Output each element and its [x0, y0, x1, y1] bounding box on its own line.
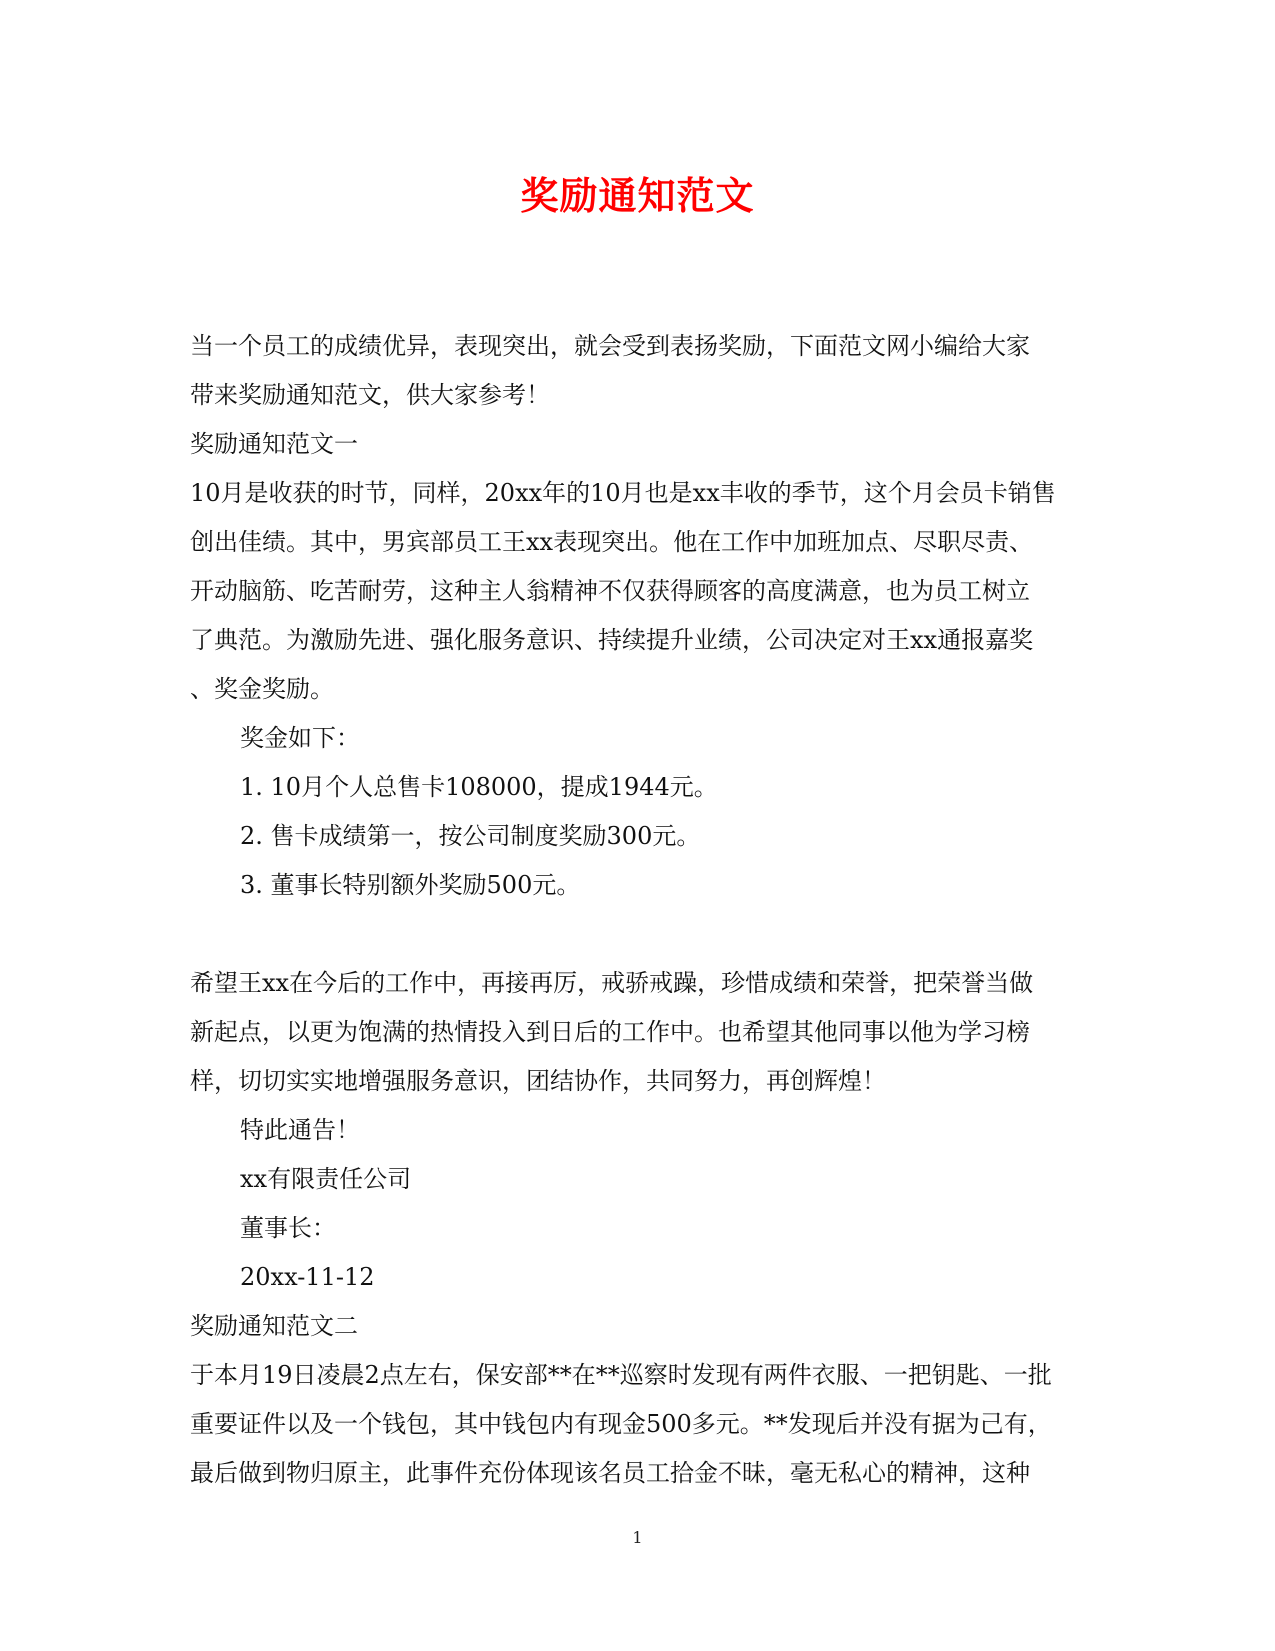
intro-line-2: 带来奖励通知范文，供大家参考！ — [190, 381, 550, 409]
paragraph-line: 重要证件以及一个钱包，其中钱包内有现金500多元。**发现后并没有据为己有， — [190, 1410, 1052, 1438]
paragraph-line: 样，切切实实地增强服务意识，团结协作，共同努力，再创辉煌！ — [190, 1067, 886, 1095]
paragraph-line: 、奖金奖励。 — [190, 675, 334, 703]
bonus-item-1: 1. 10月个人总售卡108000，提成1944元。 — [240, 773, 718, 801]
paragraph-line: 开动脑筋、吃苦耐劳，这种主人翁精神不仅获得顾客的高度满意，也为员工树立 — [190, 577, 1030, 605]
paragraph-line: 新起点，以更为饱满的热情投入到日后的工作中。也希望其他同事以他为学习榜 — [190, 1018, 1030, 1046]
signature-label: 董事长： — [240, 1214, 336, 1242]
company-name: xx有限责任公司 — [240, 1165, 412, 1193]
section-heading-2: 奖励通知范文二 — [190, 1312, 358, 1340]
document-body — [190, 322, 1090, 1498]
closing-notice: 特此通告！ — [240, 1116, 360, 1144]
section-heading-1: 奖励通知范文一 — [190, 430, 358, 458]
intro-line-1: 当一个员工的成绩优异，表现突出，就会受到表扬奖励，下面范文网小编给大家 — [190, 332, 1030, 360]
page-number: 1 — [632, 1528, 643, 1547]
bonus-item-3: 3. 董事长特别额外奖励500元。 — [240, 871, 581, 899]
bonus-heading: 奖金如下： — [240, 724, 360, 752]
paragraph-line: 于本月19日凌晨2点左右，保安部**在**巡察时发现有两件衣服、一把钥匙、一批 — [190, 1361, 1052, 1389]
document-date: 20xx-11-12 — [240, 1263, 375, 1291]
paragraph-line: 希望王xx在今后的工作中，再接再厉，戒骄戒躁，珍惜成绩和荣誉，把荣誉当做 — [190, 969, 1034, 997]
document-title: 奖励通知范文 — [520, 173, 755, 218]
blank-line — [190, 910, 1090, 959]
paragraph-line: 创出佳绩。其中，男宾部员工王xx表现突出。他在工作中加班加点、尽职尽责、 — [190, 528, 1034, 556]
paragraph-line: 最后做到物归原主，此事件充份体现该名员工拾金不昧，毫无私心的精神，这种 — [190, 1459, 1030, 1487]
bonus-item-2: 2. 售卡成绩第一，按公司制度奖励300元。 — [240, 822, 701, 850]
paragraph-line: 10月是收获的时节，同样，20xx年的10月也是xx丰收的季节，这个月会员卡销售 — [190, 479, 1056, 507]
paragraph-line: 了典范。为激励先进、强化服务意识、持续提升业绩，公司决定对王xx通报嘉奖 — [190, 626, 1034, 654]
